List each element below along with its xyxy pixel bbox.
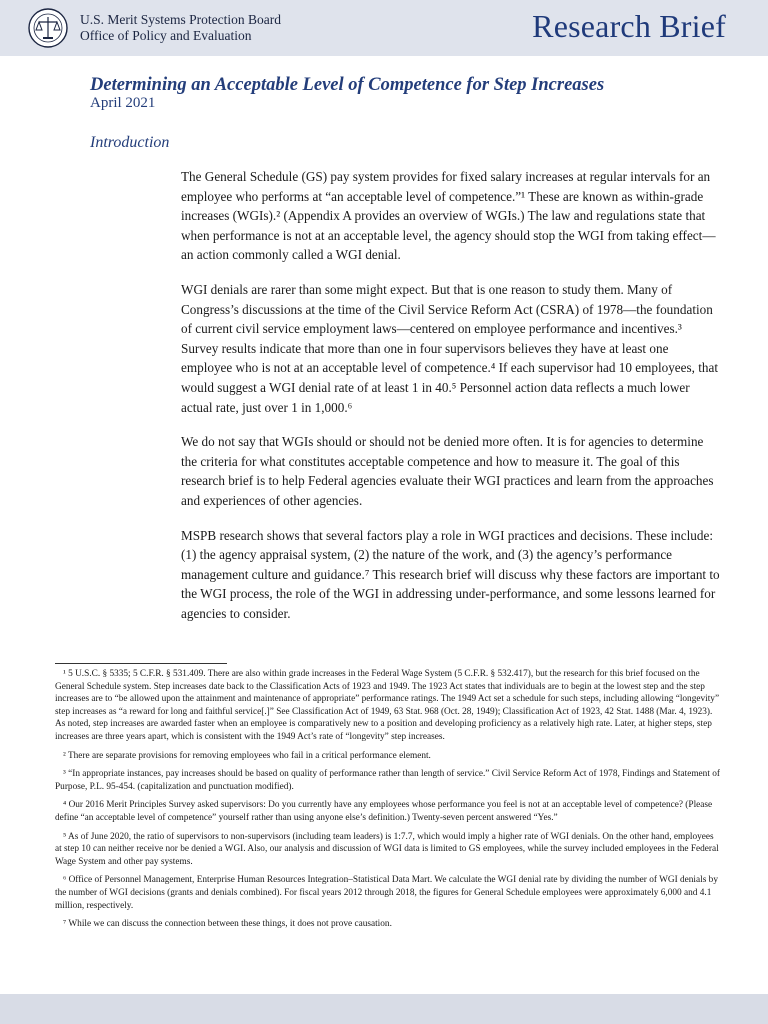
footnote: ⁶ Office of Personnel Management, Enterprise Human Resources Integration–Statistical Data Mart. We calculate the WGI denial rate by dividing the number of WGI denials by the number of WGI decisions (grants and denials combined). For fiscal years 2012 through 2018, the figures for General Schedule employees were approximately 6,000 and 4.1 million, respectively. [55, 875, 718, 911]
paragraph: We do not say that WGIs should or should not be denied more often. It is for agencies to determine the criteria for what constitutes acceptable competence and how to measure it. The goal of this research brief is to help Federal agencies evaluate their WGI practices and learn from the approaches and experiences of other agencies. [181, 434, 714, 508]
footnote: ⁵ As of June 2020, the ratio of supervisors to non-supervisors (including team leaders) is 1:7.7, which would imply a higher rate of WGI denials. On the other hand, employees at step 10 can neither receive nor be denied a WGI. Also, our analysis and discussion of WGI data is limited to GS employees, while the survey included employees in the Federal Wage System and other pay systems. [55, 831, 719, 867]
footnote: ⁷ While we can discuss the connection between these things, it does not prove causation. [63, 919, 392, 930]
paragraph: MSPB research shows that several factors play a role in WGI practices and decisions. These include: (1) the agency appraisal system, (2) the nature of the work, and (3) the agency’s performance management culture and guidance.⁷ This research brief will discuss why these factors are important to the WGI process, the role of the WGI in addressing under-performance, and some lessons learned for agencies to consider. [181, 527, 720, 621]
paragraph: WGI denials are rarer than some might expect. But that is one reason to study them. Many of Congress’s discussions at the time of the Civil Service Reform Act (CSRA) of 1978—the foundation of current civil service employment laws—centered on employee performance and incentives.³ Survey results indicate that more than one in four supervisors believes they have at least one employee who is not at an acceptable level of competence.⁴ If each supervisor had 10 employees, that would suggest a WGI denial rate of at least 1 in 40.⁵ Personnel action data reflects a much lower actual rate, just over 1 in 1,000.⁶ [181, 281, 719, 415]
research-brief-label: Research Brief [532, 8, 726, 44]
introduction-text [181, 167, 721, 638]
footnote: ² There are separate provisions for removing employees who fail in a critical performance element. [63, 750, 431, 761]
footnote-divider [55, 663, 227, 664]
org-line-2: Office of Policy and Evaluation [80, 28, 252, 43]
header-bar [0, 0, 768, 56]
footnote: ⁴ Our 2016 Merit Principles Survey asked supervisors: Do you currently have any employees whose performance you feel is not at an acceptable level of competence? (Please define “an acceptable level of competence” yourself rather than using anyone else’s definition.) Twenty-seven percent answered “Yes.” [55, 800, 713, 823]
footer-bar [0, 994, 768, 1024]
footnote: ¹ 5 U.S.C. § 5335; 5 C.F.R. § 531.409. There are also within grade increases in the Federal Wage System (5 C.F.R. § 532.417), but the research for this brief focused on the General Schedule system. Step increases date back to the Classification Acts of 1923 and 1949. The 1923 Act states that individuals are to begin at the lowest step and the step increases are to “be allowed upon the attainment and maintenance of appropriate” performance ratings. The 1949 Act set a schedule for such steps, including allowing “longevity” step increases as “a reward for long and faithful service[.]” See Classification Act of 1949, 63 Stat. 968 (Oct. 28, 1949); Classification Act of 1923, 42 Stat. 1488 (Mar. 4, 1923). As noted, step increases are awarded faster when an employee is comparatively new to a position and developing proficiency as a relatively high rate. Later, at higher steps, step increases are three years apart, which is consistent with the 1949 Act’s rate of “longevity” step increases. [55, 669, 720, 742]
footnote: ³ “In appropriate instances, pay increases should be based on quality of performance rather than length of service.” Civil Service Reform Act of 1978, Findings and Statement of Purpose, P.L. 95-454. (capitalization and punctuation modified). [55, 769, 720, 792]
document-date: April 2021 [90, 95, 156, 111]
organization-name [80, 12, 281, 44]
footnotes [55, 663, 721, 937]
document-body [0, 56, 768, 994]
org-line-1: U.S. Merit Systems Protection Board [80, 12, 281, 27]
section-heading: Introduction [90, 134, 170, 151]
paragraph: The General Schedule (GS) pay system provides for fixed salary increases at regular intervals for an employee who performs at “an acceptable level of competence.”¹ These are known as within-grade increases (WGIs).² (Appendix A provides an overview of WGIs.) The law and regulations state that when performance is not at an acceptable level, the agency should stop the WGI from taking effect—an action commonly called a WGI denial. [181, 169, 716, 263]
document-title: Determining an Acceptable Level of Competence for Step Increases [90, 75, 605, 95]
mspb-seal-icon [28, 8, 68, 48]
